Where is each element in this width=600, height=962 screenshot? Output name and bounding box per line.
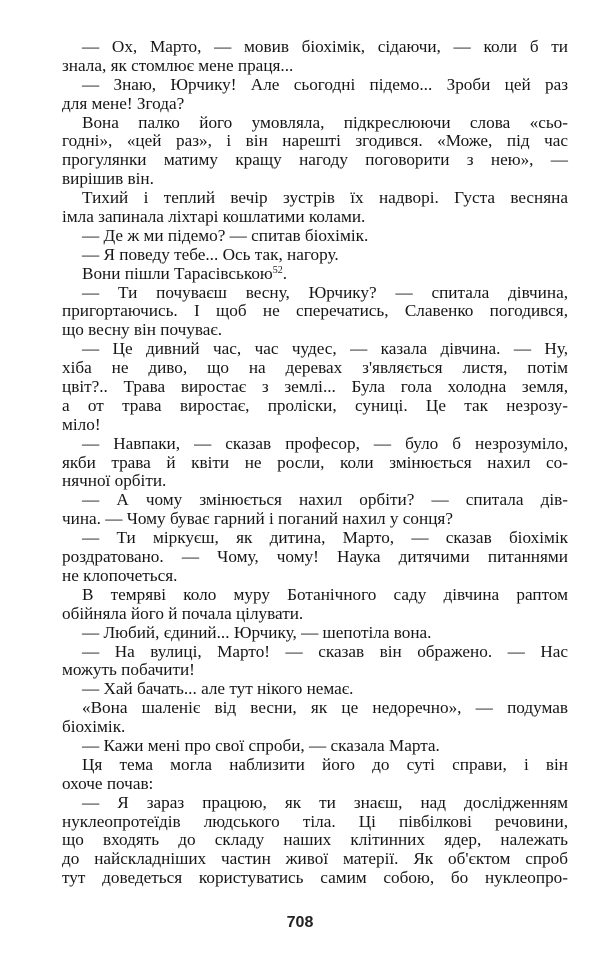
text-line (62, 302, 568, 321)
text-line-content: для мене! Згода? (62, 93, 185, 113)
text-line-content: — Ти міркуєш, як дитина, Марто, — сказав біохімік (82, 528, 568, 548)
text-line (62, 227, 568, 246)
text-line-content: а от трава виростає, проліски, суниці. Це так незрозу- (62, 395, 568, 415)
text-line-content: — Це дивний час, час чудес, — казала дівчина. — Ну, (82, 339, 568, 359)
text-line-content: що входять до складу наших клітинних ядер, належать (62, 830, 568, 850)
text-line-content: — Ти почуваєш весну, Юрчику? — спитала дівчина, (82, 282, 568, 302)
text-line (62, 756, 568, 775)
text-line-content: якби трава й квіти не росли, коли змінюється нахил со- (62, 452, 568, 472)
text-line (62, 189, 568, 208)
text-line (62, 378, 568, 397)
text-line-content: можуть побачити! (62, 660, 195, 680)
text-line-content: прогулянки матиму кращу нагоду поговорити з нею», — (62, 150, 568, 170)
text-line (62, 718, 568, 737)
text-line (62, 737, 568, 756)
text-line-content: — Кажи мені про свої спроби, — сказала Марта. (82, 735, 440, 755)
text-line (62, 397, 568, 416)
text-line-content: — Навпаки, — сказав професор, — було б незрозуміло, (82, 433, 568, 453)
text-line (62, 624, 568, 643)
text-line (62, 170, 568, 189)
text-line (62, 454, 568, 473)
text-line (62, 435, 568, 454)
text-line (62, 208, 568, 227)
text-line-content: — Знаю, Юрчику! Але сьогодні підемо... Зроби цей раз (82, 74, 568, 94)
text-line-content: знала, як стомлює мене праця... (62, 55, 294, 75)
text-line-content: чина. — Чому буває гарний і поганий нахил у сонця? (62, 509, 453, 529)
text-line (62, 359, 568, 378)
text-line-content: Ця тема могла наблизити його до суті справи, і він (82, 754, 568, 774)
text-line (62, 416, 568, 435)
text-line (62, 284, 568, 303)
text-line (62, 699, 568, 718)
text-line (62, 114, 568, 133)
text-line-content: хіба не диво, що на деревах з'являється листя, потім (62, 358, 568, 378)
text-line-content: імла запинала ліхтарі кошлатими колами. (62, 207, 366, 227)
text-line-content: — Хай бачать... але тут нікого немає. (82, 679, 354, 699)
text-line-content: нячної орбіти. (62, 471, 167, 491)
text-line-content: пригортаючись. І щоб не сперечатись, Славенко погодився, (62, 301, 568, 321)
text-line (62, 151, 568, 170)
text-line (62, 567, 568, 586)
page-number: 708 (286, 914, 314, 931)
text-line-content: тут доведеться користуватись самим собою, бо нуклеопро- (62, 868, 568, 888)
text-line (62, 775, 568, 794)
text-line-content: нуклеопротеїдів людського тіла. Ці півбілкові речовини, (62, 811, 568, 831)
text-line-content: до найскладніших частин живої матерії. Як об'єктом спроб (62, 849, 568, 869)
text-line (62, 38, 568, 57)
text-line-content: «Вона шаленіє від весни, як це недоречно», — подумав (82, 698, 568, 718)
text-line-content: Вона палко його умовляла, підкреслюючи слова «сьо- (82, 112, 568, 132)
text-line-content: що весну він почуває. (62, 320, 223, 340)
text-line (62, 57, 568, 76)
text-line (62, 869, 568, 888)
text-line (62, 529, 568, 548)
text-line-content: охоче почав: (62, 773, 154, 793)
text-line (62, 831, 568, 850)
text-line (62, 794, 568, 813)
punctuation: . (282, 263, 288, 283)
text-line-content: цвіт?.. Трава виростає з землі... Була гола холодна земля, (62, 377, 568, 397)
text-line-content: годні», «цей раз», і він нарешті згодився. «Може, під час (62, 131, 568, 151)
text-line (62, 510, 568, 529)
text-line (62, 246, 568, 265)
text-line-content: вирішив він. (62, 169, 154, 189)
text-line-content: — Ох, Марто, — мовив біохімік, сідаючи, — коли б ти (82, 37, 568, 56)
text-line (62, 813, 568, 832)
text-line-content: біохімік. (62, 717, 126, 737)
text-line-content: — На вулиці, Марто! — сказав він ображено. — Нас (82, 641, 568, 661)
text-line-content: — Я зараз працюю, як ти знаєш, над дослідженням (82, 792, 568, 812)
text-line (62, 321, 568, 340)
text-line (62, 661, 568, 680)
text-line-content: — Любий, єдиний... Юрчику, — шепотіла вона. (82, 622, 432, 642)
text-line-content: — А чому змінюється нахил орбіти? — спитала дів- (82, 490, 568, 510)
text-line-content: В темряві коло муру Ботанічного саду дівчина раптом (82, 584, 568, 604)
text-line (62, 605, 568, 624)
text-line-content: роздратовано. — Чому, чому! Наука дитячими питаннями (62, 547, 568, 567)
text-line (62, 340, 568, 359)
text-line (62, 680, 568, 699)
text-line-content: — Де ж ми підемо? — спитав біохімік. (82, 225, 369, 245)
text-line-content: не клопочеться. (62, 565, 178, 585)
text-line (62, 95, 568, 114)
text-line (62, 643, 568, 662)
footnote-marker: 52 (272, 264, 283, 276)
text-line-content: Вони пішли Тарасівською (82, 263, 273, 283)
book-page-text (62, 38, 568, 888)
text-line (62, 265, 568, 284)
text-line-content: обійняла його й почала цілувати. (62, 603, 304, 623)
text-line (62, 76, 568, 95)
text-line (62, 548, 568, 567)
text-line-content: — Я поведу тебе... Ось так, нагору. (82, 244, 339, 264)
text-line (62, 472, 568, 491)
text-line (62, 491, 568, 510)
text-line-content: Тихий і теплий вечір зустрів їх надворі. Густа весняна (82, 188, 568, 208)
text-line (62, 850, 568, 869)
text-line-content: міло! (62, 414, 101, 434)
text-line (62, 132, 568, 151)
text-line (62, 586, 568, 605)
